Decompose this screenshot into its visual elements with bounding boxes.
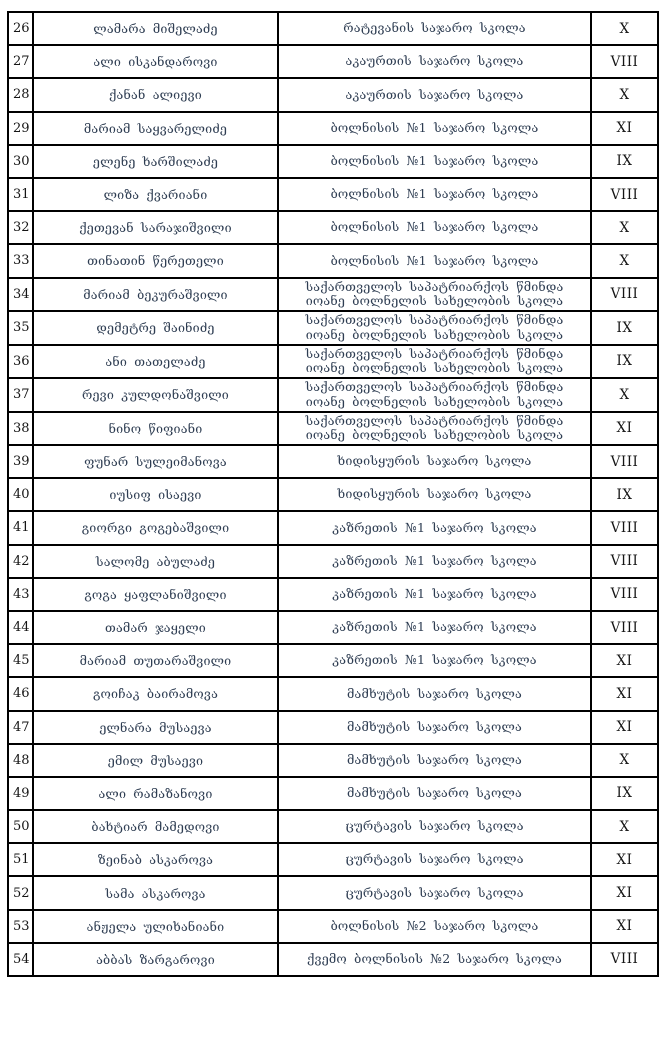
- student-name-cell: რევი კულდონაშვილი: [33, 378, 278, 412]
- school-name-cell: საქართველოს საპატრიარქოს წმინდა იოანე ბოლნელის სახელობის სკოლა: [278, 412, 591, 446]
- student-name-cell: ელნარა მუსაევა: [33, 711, 278, 744]
- row-number-cell: 47: [8, 711, 33, 744]
- grade-cell: XI: [591, 112, 658, 145]
- school-name-cell: საქართველოს საპატრიარქოს წმინდა იოანე ბოლნელის სახელობის სკოლა: [278, 345, 591, 379]
- school-name-cell: ბოლნისის №1 საჯარო სკოლა: [278, 244, 591, 277]
- school-name-cell: ბოლნისის №1 საჯარო სკოლა: [278, 178, 591, 211]
- row-number-cell: 28: [8, 78, 33, 111]
- table-row: [8, 112, 658, 145]
- row-number-cell: 34: [8, 278, 33, 312]
- grade-cell: VIII: [591, 278, 658, 312]
- grade-cell: X: [591, 78, 658, 111]
- school-name-cell: ბოლნისის №2 საჯარო სკოლა: [278, 910, 591, 943]
- row-number-cell: 33: [8, 244, 33, 277]
- student-name-cell: მარიამ ბეკურაშვილი: [33, 278, 278, 312]
- student-name-cell: ზეინაბ ასკაროვა: [33, 843, 278, 876]
- table-row: [8, 445, 658, 478]
- table-row: [8, 78, 658, 111]
- school-name-cell: კაზრეთის №1 საჯარო სკოლა: [278, 578, 591, 611]
- student-name-cell: თინათინ წერეთელი: [33, 244, 278, 277]
- school-name-cell: მამხუტის საჯარო სკოლა: [278, 677, 591, 710]
- row-number-cell: 26: [8, 12, 33, 45]
- row-number-cell: 36: [8, 345, 33, 379]
- table-row: [8, 644, 658, 677]
- school-name-cell: ცურტავის საჯარო სკოლა: [278, 843, 591, 876]
- table-row: [8, 843, 658, 876]
- row-number-cell: 41: [8, 511, 33, 544]
- grade-cell: IX: [591, 478, 658, 511]
- row-number-cell: 49: [8, 777, 33, 810]
- table-row: [8, 511, 658, 544]
- row-number-cell: 40: [8, 478, 33, 511]
- grade-cell: XI: [591, 677, 658, 710]
- school-name-cell: ბოლნისის №1 საჯარო სკოლა: [278, 112, 591, 145]
- school-name-cell: საქართველოს საპატრიარქოს წმინდა იოანე ბოლნელის სახელობის სკოლა: [278, 378, 591, 412]
- student-name-cell: ბახტიარ მამედოვი: [33, 810, 278, 843]
- student-name-cell: თამარ ჯაყელი: [33, 611, 278, 644]
- row-number-cell: 29: [8, 112, 33, 145]
- school-name-cell: ცურტავის საჯარო სკოლა: [278, 810, 591, 843]
- table-row: [8, 810, 658, 843]
- table-row: [8, 145, 658, 178]
- row-number-cell: 39: [8, 445, 33, 478]
- row-number-cell: 43: [8, 578, 33, 611]
- table-row: [8, 345, 658, 379]
- grade-cell: VIII: [591, 445, 658, 478]
- document-page: [0, 11, 667, 1046]
- row-number-cell: 44: [8, 611, 33, 644]
- table-row: [8, 876, 658, 909]
- school-name-cell: კაზრეთის №1 საჯარო სკოლა: [278, 644, 591, 677]
- table-row: [8, 578, 658, 611]
- grade-cell: X: [591, 211, 658, 244]
- table-row: [8, 777, 658, 810]
- school-name-cell: კაზრეთის №1 საჯარო სკოლა: [278, 545, 591, 578]
- school-name-cell: ცურტავის საჯარო სკოლა: [278, 876, 591, 909]
- table-row: [8, 744, 658, 777]
- grade-cell: IX: [591, 145, 658, 178]
- student-name-cell: ქეთევან სარაჯიშვილი: [33, 211, 278, 244]
- student-name-cell: მარიამ საყვარელიძე: [33, 112, 278, 145]
- grade-cell: VIII: [591, 178, 658, 211]
- row-number-cell: 38: [8, 412, 33, 446]
- student-roster-body: [8, 12, 658, 976]
- table-row: [8, 278, 658, 312]
- student-name-cell: გოგა ყაფლანიშვილი: [33, 578, 278, 611]
- row-number-cell: 42: [8, 545, 33, 578]
- school-name-cell: ბოლნისის №1 საჯარო სკოლა: [278, 211, 591, 244]
- school-name-cell: აკაურთის საჯარო სკოლა: [278, 78, 591, 111]
- grade-cell: VIII: [591, 611, 658, 644]
- grade-cell: VIII: [591, 545, 658, 578]
- table-row: [8, 244, 658, 277]
- grade-cell: IX: [591, 311, 658, 345]
- student-name-cell: ანი თათელაძე: [33, 345, 278, 379]
- row-number-cell: 31: [8, 178, 33, 211]
- student-name-cell: ნინო წიფიანი: [33, 412, 278, 446]
- table-row: [8, 943, 658, 976]
- student-name-cell: გიორგი გოგებაშვილი: [33, 511, 278, 544]
- row-number-cell: 51: [8, 843, 33, 876]
- row-number-cell: 45: [8, 644, 33, 677]
- school-name-cell: ქვემო ბოლნისის №2 საჯარო სკოლა: [278, 943, 591, 976]
- school-name-cell: მამხუტის საჯარო სკოლა: [278, 777, 591, 810]
- row-number-cell: 27: [8, 45, 33, 78]
- grade-cell: XI: [591, 843, 658, 876]
- school-name-cell: ხიდისყურის საჯარო სკოლა: [278, 478, 591, 511]
- grade-cell: X: [591, 378, 658, 412]
- grade-cell: XI: [591, 412, 658, 446]
- school-name-cell: საქართველოს საპატრიარქოს წმინდა იოანე ბოლნელის სახელობის სკოლა: [278, 311, 591, 345]
- school-name-cell: ხიდისყურის საჯარო სკოლა: [278, 445, 591, 478]
- school-name-cell: მამხუტის საჯარო სკოლა: [278, 711, 591, 744]
- row-number-cell: 52: [8, 876, 33, 909]
- grade-cell: IX: [591, 345, 658, 379]
- student-name-cell: აბბას ზარგაროვი: [33, 943, 278, 976]
- student-name-cell: ქანან ალიევი: [33, 78, 278, 111]
- table-row: [8, 545, 658, 578]
- table-row: [8, 211, 658, 244]
- student-name-cell: გოიჩაკ ბაირამოვა: [33, 677, 278, 710]
- grade-cell: IX: [591, 777, 658, 810]
- row-number-cell: 54: [8, 943, 33, 976]
- table-row: [8, 12, 658, 45]
- school-name-cell: მამხუტის საჯარო სკოლა: [278, 744, 591, 777]
- table-row: [8, 711, 658, 744]
- grade-cell: XI: [591, 644, 658, 677]
- table-row: [8, 311, 658, 345]
- grade-cell: X: [591, 744, 658, 777]
- row-number-cell: 53: [8, 910, 33, 943]
- grade-cell: VIII: [591, 943, 658, 976]
- student-name-cell: ანჟელა ულიხანიანი: [33, 910, 278, 943]
- school-name-cell: ბოლნისის №1 საჯარო სკოლა: [278, 145, 591, 178]
- table-row: [8, 378, 658, 412]
- student-name-cell: ალი რამაზანოვი: [33, 777, 278, 810]
- table-row: [8, 478, 658, 511]
- school-name-cell: საქართველოს საპატრიარქოს წმინდა იოანე ბოლნელის სახელობის სკოლა: [278, 278, 591, 312]
- student-name-cell: ალი ისკანდაროვი: [33, 45, 278, 78]
- table-row: [8, 412, 658, 446]
- table-row: [8, 910, 658, 943]
- student-name-cell: ფუნარ სულეიმანოვა: [33, 445, 278, 478]
- school-name-cell: კაზრეთის №1 საჯარო სკოლა: [278, 511, 591, 544]
- school-name-cell: კაზრეთის №1 საჯარო სკოლა: [278, 611, 591, 644]
- student-name-cell: ლამარა მიშელაძე: [33, 12, 278, 45]
- grade-cell: X: [591, 12, 658, 45]
- school-name-cell: რატევანის საჯარო სკოლა: [278, 12, 591, 45]
- row-number-cell: 37: [8, 378, 33, 412]
- student-name-cell: სამა ასკაროვა: [33, 876, 278, 909]
- row-number-cell: 46: [8, 677, 33, 710]
- row-number-cell: 48: [8, 744, 33, 777]
- table-row: [8, 178, 658, 211]
- grade-cell: XI: [591, 711, 658, 744]
- grade-cell: VIII: [591, 511, 658, 544]
- school-name-cell: აკაურთის საჯარო სკოლა: [278, 45, 591, 78]
- row-number-cell: 32: [8, 211, 33, 244]
- student-name-cell: იუსიფ ისაევი: [33, 478, 278, 511]
- table-row: [8, 677, 658, 710]
- grade-cell: VIII: [591, 45, 658, 78]
- grade-cell: VIII: [591, 578, 658, 611]
- row-number-cell: 30: [8, 145, 33, 178]
- student-name-cell: მარიამ თუთარაშვილი: [33, 644, 278, 677]
- student-name-cell: ემილ მუსაევი: [33, 744, 278, 777]
- grade-cell: X: [591, 244, 658, 277]
- grade-cell: X: [591, 810, 658, 843]
- table-row: [8, 45, 658, 78]
- student-roster-table: [7, 11, 659, 977]
- grade-cell: XI: [591, 910, 658, 943]
- row-number-cell: 50: [8, 810, 33, 843]
- student-name-cell: ლიზა ქვარიანი: [33, 178, 278, 211]
- row-number-cell: 35: [8, 311, 33, 345]
- student-name-cell: დემეტრე შაინიძე: [33, 311, 278, 345]
- student-name-cell: სალომე აბულაძე: [33, 545, 278, 578]
- student-name-cell: ელენე ხარშილაძე: [33, 145, 278, 178]
- table-row: [8, 611, 658, 644]
- grade-cell: XI: [591, 876, 658, 909]
